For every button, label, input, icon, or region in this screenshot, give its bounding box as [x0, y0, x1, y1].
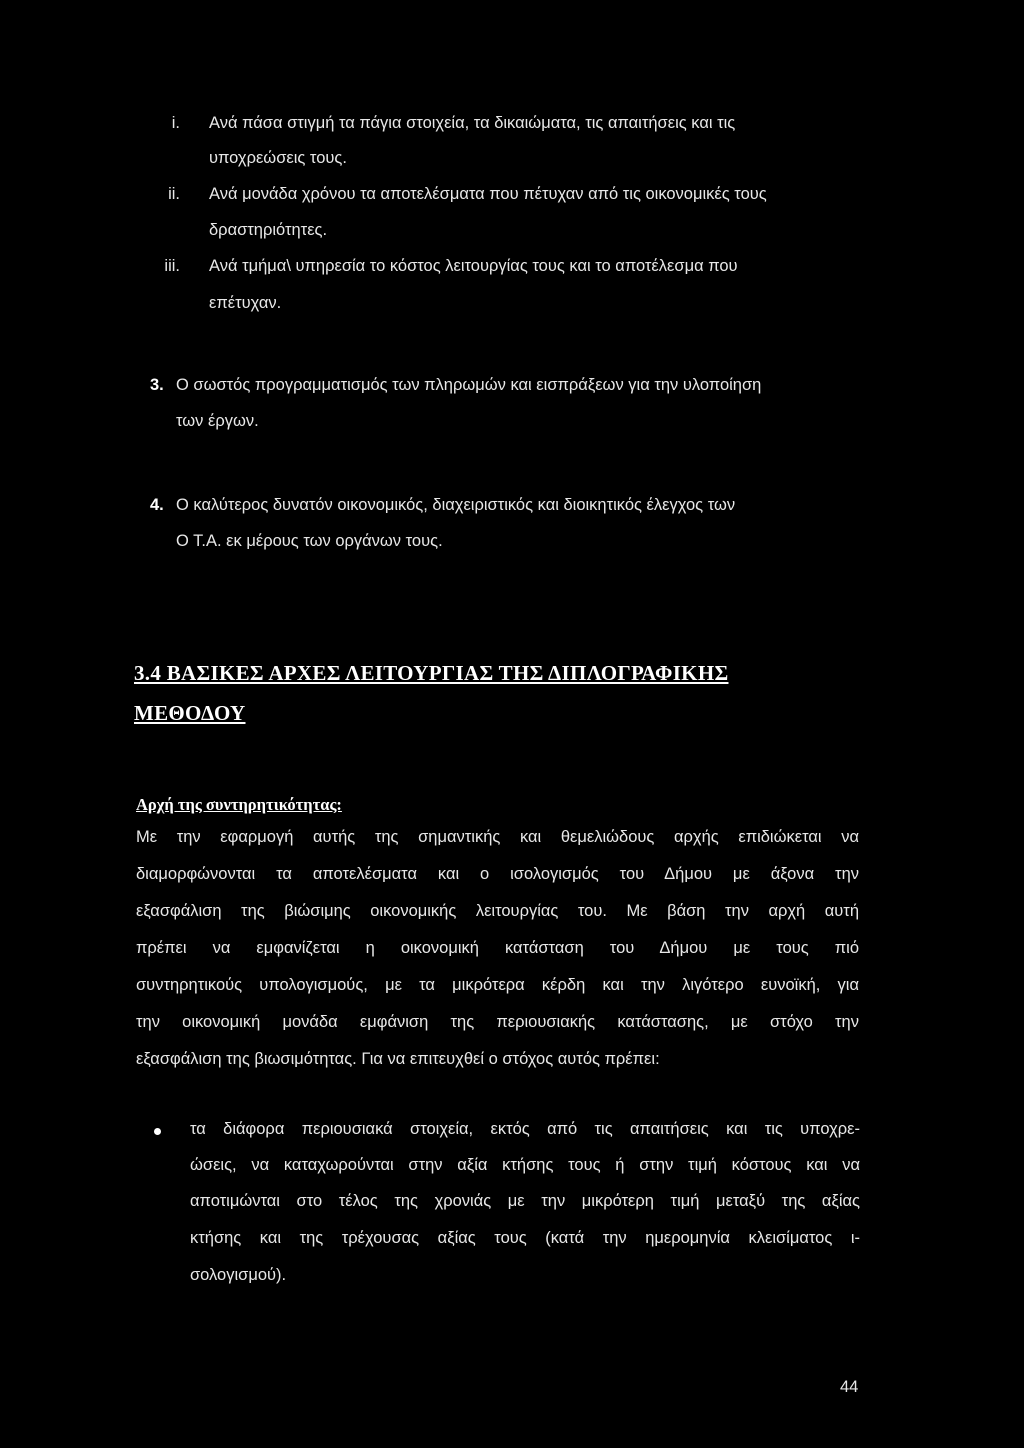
- bullet-line: ώσεις, να καταχωρούνται στην αξία κτήσης τους ή στην τιμή κόστους και να: [190, 1156, 860, 1174]
- bullet-line: τα διάφορα περιουσιακά στοιχεία, εκτός από τις απαιτήσεις και τις υποχρε-: [190, 1120, 860, 1138]
- paragraph-line: εξασφάλιση της βιώσιμης οικονομικής λειτουργίας του. Με βάση την αρχή αυτή: [136, 902, 859, 920]
- list-item-i-line-1: Ανά πάσα στιγμή τα πάγια στοιχεία, τα δικαιώματα, τις απαιτήσεις και τις: [209, 114, 736, 132]
- list-item-3-line-1: Ο σωστός προγραμματισμός των πληρωμών και εισπράξεων για την υλοποίηση: [176, 376, 762, 394]
- list-item-4-line-2: Ο Τ.Α. εκ μέρους των οργάνων τους.: [176, 532, 443, 550]
- paragraph-line: συντηρητικούς υπολογισμούς, με τα μικρότερα κέρδη και την λιγότερο ευνοϊκή, για: [136, 976, 859, 994]
- section-heading-line-1: 3.4 ΒΑΣΙΚΕΣ ΑΡΧΕΣ ΛΕΙΤΟΥΡΓΙΑΣ ΤΗΣ ΔΙΠΛΟΓΡΑΦΙΚΗΣ: [134, 661, 729, 685]
- list-marker-i: i.: [171, 114, 180, 132]
- list-item-iii-line-2: επέτυχαν.: [209, 294, 282, 312]
- list-item-4-line-1: Ο καλύτερος δυνατόν οικονομικός, διαχειριστικός και διοικητικός έλεγχος των: [176, 496, 736, 514]
- page-number: 44: [840, 1378, 859, 1396]
- bullet-line: αποτιμώνται στο τέλος της χρονιάς με την μικρότερη τιμή μεταξύ της αξίας: [190, 1192, 860, 1210]
- paragraph-line: εξασφάλιση της βιωσιμότητας. Για να επιτευχθεί ο στόχος αυτός πρέπει:: [136, 1050, 660, 1068]
- bullet-icon: [154, 1128, 161, 1135]
- list-marker-ii: ii.: [168, 185, 180, 203]
- list-item-ii-line-1: Ανά μονάδα χρόνου τα αποτελέσματα που πέτυχαν από τις οικονομικές τους: [209, 185, 767, 203]
- section-heading-line-2: ΜΕΘΟΔΟΥ: [134, 701, 246, 725]
- paragraph-line: διαμορφώνονται τα αποτελέσματα και ο ισολογισμός του Δήμου με άξονα την: [136, 865, 859, 883]
- list-item-i-line-2: υποχρεώσεις τους.: [209, 149, 347, 167]
- list-item-iii-line-1: Ανά τμήμα\ υπηρεσία το κόστος λειτουργίας τους και το αποτέλεσμα που: [209, 257, 738, 275]
- list-marker-iii: iii.: [164, 257, 180, 275]
- list-marker-3: 3.: [150, 376, 164, 394]
- list-item-3-line-2: των έργων.: [176, 412, 259, 430]
- list-marker-4: 4.: [150, 496, 164, 514]
- list-item-ii-line-2: δραστηριότητες.: [209, 221, 328, 239]
- paragraph-line: την οικονομική μονάδα εμφάνιση της περιουσιακής κατάστασης, με στόχο την: [136, 1013, 859, 1031]
- subheading: Αρχή της συντηρητικότητας:: [136, 795, 342, 814]
- paragraph-line: Με την εφαρμογή αυτής της σημαντικής και θεμελιώδους αρχής επιδιώκεται να: [136, 828, 859, 846]
- bullet-line: κτήσης και της τρέχουσας αξίας τους (κατά την ημερομηνία κλεισίματος ι-: [190, 1229, 860, 1247]
- paragraph-line: πρέπει να εμφανίζεται η οικονομική κατάσταση του Δήμου με τους πιό: [136, 939, 859, 957]
- bullet-line: σολογισμού).: [190, 1266, 287, 1284]
